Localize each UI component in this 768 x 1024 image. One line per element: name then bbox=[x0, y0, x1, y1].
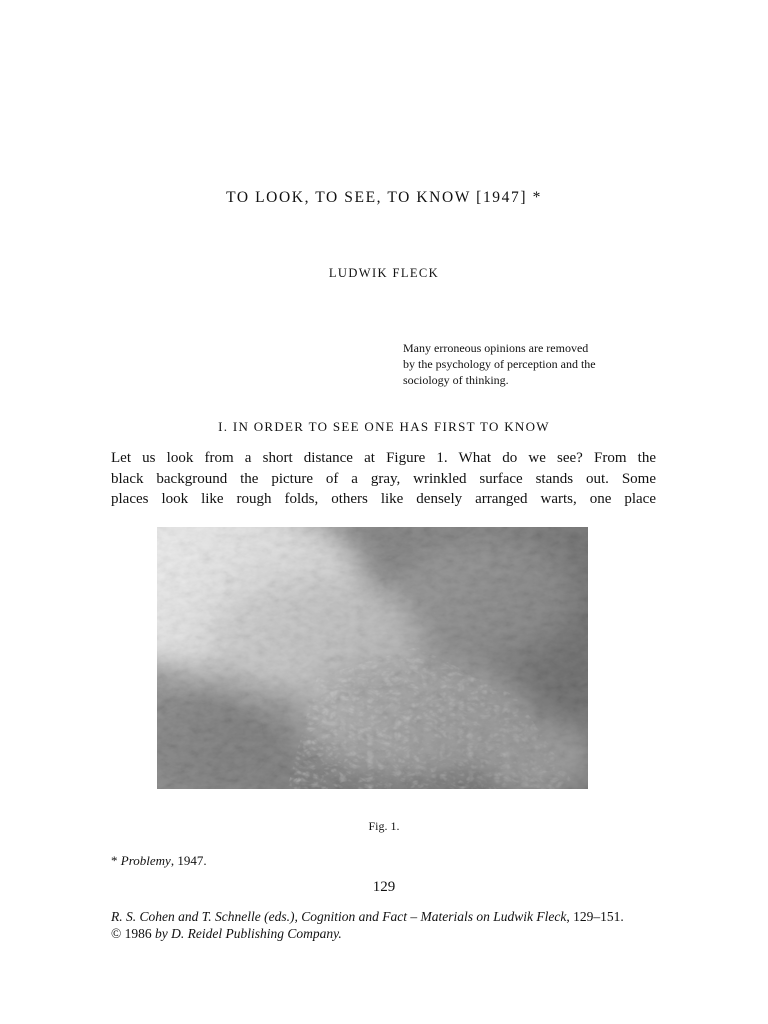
copyright-notice: © 1986 bbox=[111, 926, 152, 941]
epigraph-line: by the psychology of perception and the bbox=[403, 357, 596, 371]
epigraph-line: Many erroneous opinions are removed bbox=[403, 341, 589, 355]
epigraph-line: sociology of thinking. bbox=[403, 373, 509, 387]
footnote-marker: * bbox=[111, 853, 118, 868]
citation-pages: , 129–151. bbox=[566, 909, 624, 924]
publisher: by D. Reidel Publishing Company. bbox=[155, 926, 342, 941]
citation-line-1 bbox=[111, 908, 701, 925]
body-line: Let us look from a short distance at Figure 1. What do we see? From the bbox=[111, 450, 656, 466]
page-number: 129 bbox=[372, 879, 396, 895]
footnote bbox=[111, 853, 207, 869]
citation-line-2 bbox=[111, 925, 701, 942]
article-title: TO LOOK, TO SEE, TO KNOW [1947] * bbox=[226, 189, 542, 206]
citation bbox=[111, 908, 701, 942]
author-name: LUDWIK FLECK bbox=[328, 266, 440, 280]
citation-reference: R. S. Cohen and T. Schnelle (eds.), Cognition and Fact – Materials on Ludwik Fleck bbox=[111, 909, 567, 924]
footnote-source: Problemy bbox=[120, 853, 171, 868]
section-heading: I. IN ORDER TO SEE ONE HAS FIRST TO KNOW bbox=[218, 419, 550, 434]
body-line: places look like rough folds, others like densely arranged warts, one place bbox=[111, 491, 656, 507]
epigraph bbox=[403, 340, 661, 388]
body-line: black background the picture of a gray, wrinkled surface stands out. Some bbox=[111, 470, 656, 487]
figure-1-photograph bbox=[157, 527, 588, 789]
figure-caption: Fig. 1. bbox=[368, 819, 400, 833]
footnote-year: , 1947. bbox=[170, 853, 207, 868]
body-paragraph bbox=[111, 448, 656, 510]
